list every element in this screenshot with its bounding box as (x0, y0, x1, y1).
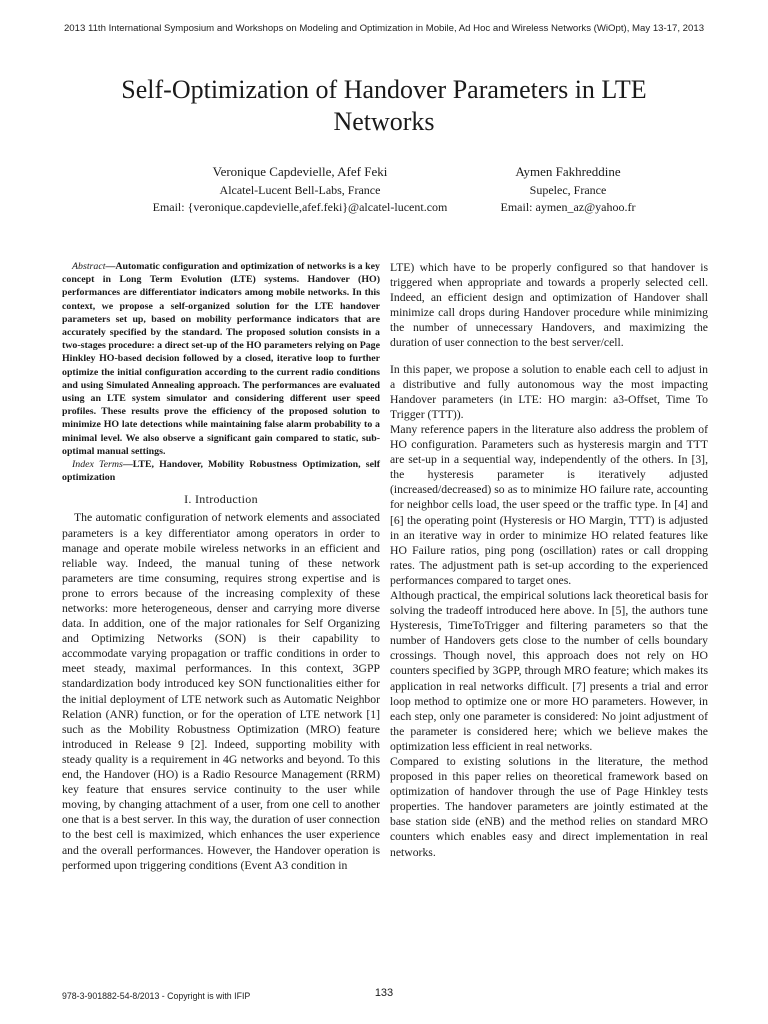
author-block-1 (100, 162, 500, 216)
author-names: Aymen Fakhreddine (515, 164, 621, 179)
intro-paragraph-1: The automatic configuration of network elements and associated parameters is a key differentiator among operators in order to manage and operate mobile wireless networks in an efficient and reliable way. Indeed, the manual tuning of these network parameters are time consuming, requires strong expertise and is prone to errors because of the increasing complexity of these networks: more heterogeneous, denser and carrying more diverse data. In addition, one of the major rationales for Self Organizing and Optimizing Networks (SON) is their capability to accommodate varying propagation or traffic conditions in order to meet steady, maximal performances. In this context, 3GPP standardization body introduced key SON functionalities either for the initial deployment of LTE network such as Automatic Neighbor Relation (ANR) function, or for the operation of LTE network [1] such as the Mobility Robustness Optimization (MRO) feature introduced in Release 9 [2]. Indeed, supporting mobility with steady quality is a requirement in 4G networks and beyond. To this end, the Handover (HO) is a Radio Resource Management (RRM) key feature that ensures service continuity to the user while moving, by changing attachment of a user, from one cell to another one that is a best server. In this way, the duration of user connection to the best cell is maximized, which enhances the user experience and the overall performances. However, the Handover operation is performed upon triggering conditions (Event A3 condition in (62, 511, 380, 872)
paper-title (40, 74, 728, 138)
index-terms (62, 458, 380, 484)
title-line-2: Networks (333, 107, 435, 136)
intro-paragraph-5: Compared to existing solutions in the literature, the method proposed in this paper relies on theoretical framework based on optimization of handover through the use of Page Hinkley tests properties. The handover parameters are jointly estimated at the base station side (eNB) and the method relies on standard MRO counters which enables easy and direct implementation in real networks. (390, 755, 708, 859)
abstract (62, 260, 380, 458)
copyright-footer: 978-3-901882-54-8/2013 - Copyright is with IFIP (62, 991, 251, 1001)
title-line-1: Self-Optimization of Handover Parameters in LTE (121, 75, 647, 104)
author-email: Email: aymen_az@yahoo.fr (500, 200, 636, 214)
section-heading: I. Introduction (184, 492, 258, 507)
author-affiliation: Supelec, France (529, 183, 607, 197)
index-terms-label: Index Terms (72, 459, 123, 471)
author-email: Email: {veronique.capdevielle,afef.feki}@alcatel-lucent.com (152, 200, 448, 214)
author-names: Veronique Capdevielle, Afef Feki (212, 164, 388, 179)
author-affiliation: Alcatel-Lucent Bell-Labs, France (219, 183, 381, 197)
intro-paragraph-1-continued: LTE) which have to be properly configured so that handover is triggered when appropriate and towards a properly selected cell. Indeed, an efficient design and optimization of Handover shall minimize call drops during Handover procedure while minimizing the number of unnecessary Handovers, and maximizing the duration of user connection to the best server/cell. (390, 261, 708, 350)
right-column (390, 260, 708, 860)
abstract-text: —Automatic configuration and optimization of networks is a key concept in Long Term Evolution (LTE) systems. Handover (HO) performances are differentiator indicators among mobile networks. In this context, we propose a self-organized solution for the LTE handover parameters set up, based on mobility performance indicators that are accurately specified by the standard. The proposed solution consists in a two-stages procedure: a direct set-up of the HO parameters relying on Page Hinkley HO-based decision followed by a closed, iterative loop to further optimize the initial configuration according to the current radio conditions and using Simulated Annealing approach. The performances are evaluated using an LTE system simulator and considering different user speed profiles. These results prove the efficiency of the proposed solution to minimize HO late detections while maintaining false alarm probability to a minimal level. We also observe a significant gain compared to static, sub-optimal manual settings. (62, 261, 380, 457)
intro-paragraph-2: In this paper, we propose a solution to enable each cell to adjust in a distributive and fully autonomous way the most impacting Handover parameters (in LTE: HO margin: a3-Offset, Time To Trigger (TTT)). (390, 362, 708, 421)
author-block-2 (468, 162, 668, 216)
page-number: 133 (374, 987, 394, 999)
intro-paragraph-3: Many reference papers in the literature also address the problem of HO configuration. Parameters such as hysteresis margin and TTT are set-up in a sequential way, independently of the others. In [3], the hysteresis parameter is iteratively adjusted (increased/decreased) so as to minimize HO failure rate, accounting for neighbor cells load, the user speed or the traffic type. In [4] and [6] the operating point (Hysteresis or HO Margin, TTT) is adjusted in an iterative way in order to minimize HO related features like HO Failure ratios, ping pong (oscillation) rates or call dropping rates. The adjustment path is set-up according to the experienced performances compared to target ones. (390, 422, 708, 587)
intro-paragraph-4: Although practical, the empirical solutions lack theoretical basis for solving the tradeoff introduced here above. In [5], the authors tune Hysteresis, TimeToTrigger and filtering parameters so that the number of Handovers gets close to the number of cells boundary crossings. Though novel, this approach does not rely on HO counters specified by 3GPP, through MRO feature; which makes its application in real networks difficult. [7] presents a trial and error loop method to optimize one or more HO parameters. However, in each step, only one parameter is considered: No joint adjustment of the parameter is considered here; which we believe makes the optimization less efficient in real networks. (390, 588, 708, 753)
left-column (62, 260, 380, 873)
abstract-label: Abstract (72, 261, 106, 272)
conference-header: 2013 11th International Symposium and Workshops on Modeling and Optimization in Mobile, Ad Hoc and Wireless Networks (WiOpt), May 13-17, 2013 (63, 23, 705, 34)
index-terms-text: —LTE, Handover, Mobility Robustness Optimization, self optimization (62, 459, 380, 484)
